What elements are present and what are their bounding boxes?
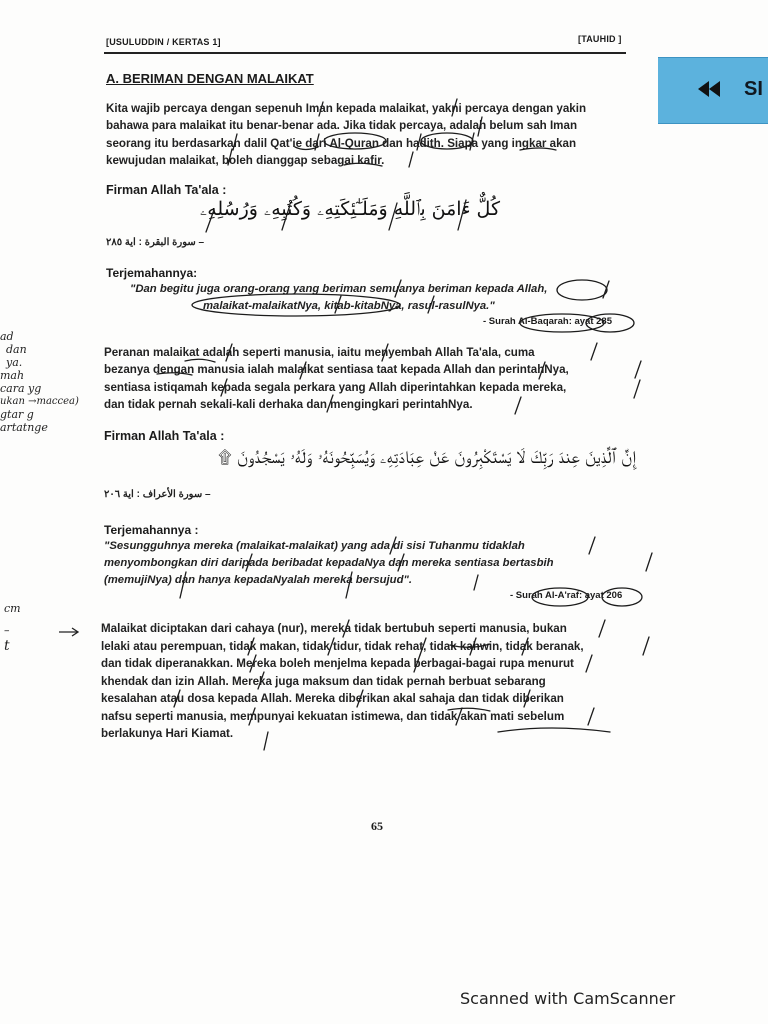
intro-line: seorang itu berdasarkan dalil Qat'ie dari Al-Quran dan hadith. Siapa yang ingkar akan	[106, 136, 577, 150]
malaikat-line: dan tidak diperanakkan. Mereka boleh menjelma kepada berbagai-bagai rupa menurut	[101, 657, 574, 670]
arabic-verse-1: كُلٌّ ءَامَنَ بِٱللَّهِ وَمَلَـٰٓئِكَتِهِۦ وَكُتُبِهِۦ وَرُسُلِهِۦ	[199, 198, 500, 220]
malaikat-line: Malaikat diciptakan dari cahaya (nur), mereka tidak bertubuh seperti manusia, bukan	[101, 622, 567, 635]
intro-line: bahawa para malaikat itu benar-benar ada. Jika tidak percaya, adalah belum sah Iman	[106, 119, 578, 133]
translation-2-line: "Sesungguhnya mereka (malaikat-malaikat) yang ada di sisi Tuhanmu tidaklah	[104, 540, 525, 552]
margin-mark-cm: cm	[4, 602, 21, 615]
peranan-line: sentiasa istiqamah kepada segala perkara yang Allah diperintahkan kepada mereka,	[104, 380, 567, 394]
rewind-icon[interactable]	[698, 81, 720, 102]
peranan-line: bezanya dengan manusia ialah malaikat sentiasa taat kepada Allah dan perintahNya,	[104, 363, 569, 377]
intro-paragraph	[106, 100, 626, 169]
malaikat-line: berlakunya Hari Kiamat.	[101, 727, 234, 740]
margin-note-left	[0, 330, 100, 434]
intro-line: kewujudan malaikat, boleh dianggap sebagai kafir.	[106, 153, 385, 167]
margin-note-line: ya.	[6, 356, 23, 369]
intro-line: Kita wajib percaya dengan sepenuh Iman kepada malaikat, yakni percaya dengan yakin	[106, 102, 587, 115]
firman-1-label: Firman Allah Ta'ala :	[106, 183, 227, 197]
margin-note-line: cara yg	[0, 382, 42, 395]
verse-1-reference: – سورة البقرة : اية ٢٨٥	[106, 237, 205, 248]
malaikat-paragraph	[101, 620, 641, 743]
camscanner-watermark: Scanned with CamScanner	[460, 989, 676, 1008]
margin-mark-t: t	[4, 638, 10, 654]
header-rule	[104, 52, 626, 54]
margin-mark-dash: –	[4, 624, 10, 637]
peranan-paragraph	[104, 344, 634, 413]
margin-note-line: dan	[6, 343, 27, 356]
malaikat-line: lelaki atau perempuan, tidak makan, tidak tidur, tidak rehat, tidak kahwin, tidak beranak,	[101, 639, 584, 653]
translation-2-line: (memujiNya) dan hanya kepadaNyalah mereka bersujud".	[104, 574, 412, 586]
verse-2-reference: – سورة الأعراف : اية ٢٠٦	[104, 489, 211, 500]
translation-2-source: - Surah Al-A'raf: ayat 206	[510, 590, 623, 601]
margin-note-line: ad	[0, 330, 14, 343]
section-title: A. BERIMAN DENGAN MALAIKAT	[106, 71, 314, 86]
margin-note-line: mah	[0, 369, 25, 382]
header-left: [USULUDDIN / KERTAS 1]	[106, 37, 221, 47]
side-tab[interactable]	[658, 57, 768, 124]
malaikat-line: kesalahan atau dosa kepada Allah. Mereka diberikan akal sahaja dan tidak diberikan	[101, 692, 564, 705]
firman-2-label: Firman Allah Ta'ala :	[104, 429, 225, 443]
margin-note-line: ukan →maccea)	[0, 396, 79, 407]
terjemahan-2-label: Terjemahannya :	[104, 523, 199, 537]
translation-1-line: "Dan begitu juga orang-orang yang beriman semuanya beriman kepada Allah,	[130, 283, 548, 295]
header-right: [TAUHID ]	[578, 34, 622, 44]
side-tab-label: SI	[744, 78, 763, 100]
arrow-icon	[58, 624, 80, 642]
arabic-verse-2: إِنَّ ٱلَّذِينَ عِندَ رَبِّكَ لَا يَسْتَكْبِرُونَ عَنْ عِبَادَتِهِۦ وَيُسَبِّحُونَهُۥ وَلَهُۥ يَسْجُدُونَ ۩	[218, 448, 636, 468]
translation-2-line: menyombongkan diri daripada beribadat kepadaNya dan mereka sentiasa bertasbih	[104, 557, 554, 569]
peranan-line: Peranan malaikat adalah seperti manusia, iaitu menyembah Allah Ta'ala, cuma	[104, 346, 535, 359]
malaikat-line: khendak dan izin Allah. Mereka juga maksum dan tidak pernah berbuat sebarang	[101, 674, 546, 688]
terjemahan-1-label: Terjemahannya:	[106, 266, 198, 280]
translation-1-source: - Surah Al-Baqarah: ayat 285	[483, 316, 612, 327]
margin-note-line: gtar g	[0, 408, 34, 421]
malaikat-line: nafsu seperti manusia, mempunyai kekuatan istimewa, dan tidak akan mati sebelum	[101, 709, 565, 723]
margin-note-line: artatnge	[0, 421, 48, 434]
page-number: 65	[371, 819, 383, 833]
peranan-line: dan tidak pernah sekali-kali derhaka dan mengingkari perintahNya.	[104, 397, 473, 411]
translation-1-line: malaikat-malaikatNya, kitab-kitabNya, rasul-rasulNya."	[203, 300, 495, 312]
